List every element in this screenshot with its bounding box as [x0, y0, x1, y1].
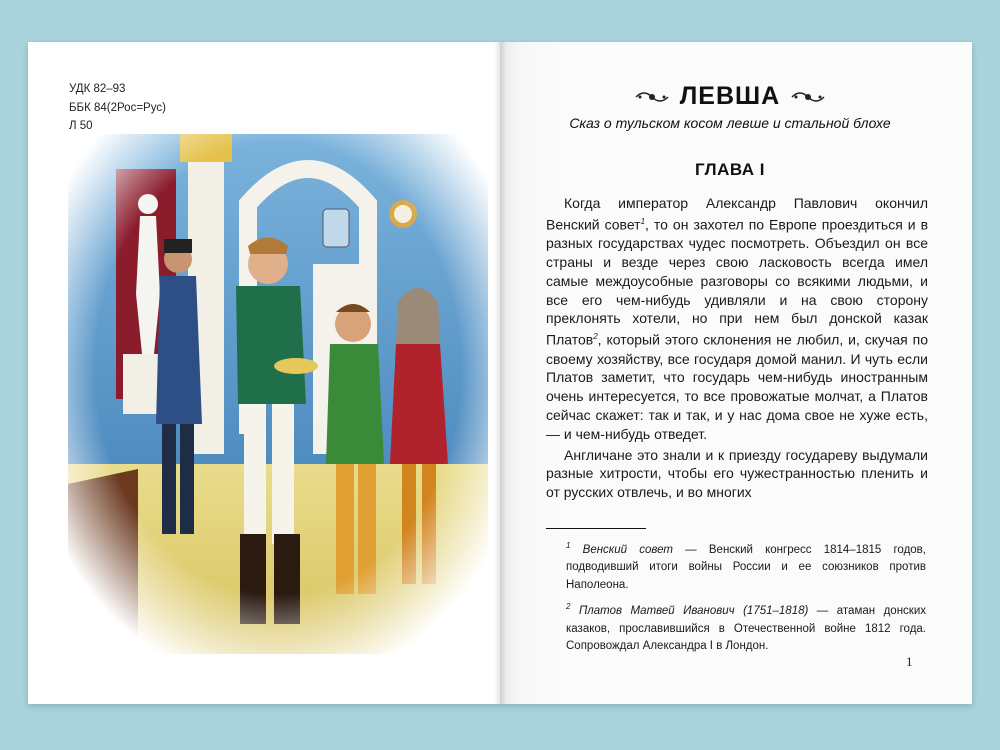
- udk-code: УДК 82–93: [69, 83, 126, 95]
- footnote: [566, 537, 926, 594]
- footnote-number: 1: [566, 541, 571, 550]
- footnote-text: — атаман донских казаков, прославившийся в Отечественной войне 1812 года. Сопровождал Александра I в Лондон.: [566, 605, 926, 653]
- open-book: [28, 42, 972, 704]
- story-title: ЛЕВША: [679, 82, 781, 110]
- footnote-term: Венский совет: [582, 543, 673, 556]
- paragraph-text: Когда император Александр Павлович окончил Венский совет: [546, 195, 928, 233]
- paragraph-text: , то он захотел по Европе проездиться и в разных государствах чудес посмотреть. Объездил он все страны и везде через свою ласковость всегда имел самые междоусобные разговоры со всякими людьми, и все его чем-нибудь удивляли и на свою сторону преклонять хотели, но при нем был донской казак Платов: [546, 216, 929, 348]
- footnote-ref: 1: [640, 216, 646, 226]
- bibliographic-info: [69, 80, 166, 136]
- left-ornament-icon: [634, 87, 670, 107]
- footnote-ref: 2: [593, 332, 598, 342]
- paragraph: [546, 194, 928, 444]
- footnote: [566, 598, 926, 655]
- book-spine: [494, 42, 506, 704]
- paragraph-text: , который этого склонения не любил, и, скучая по своему хозяйству, все государя домой манил. И чуть если Платов заметит, что государь чем-нибудь иностранным очень интересуется, то все провожатые молчат, а Платов сейчас скажет: так и так, и у нас дома свое не хуже есть, — и чем-нибудь отведет.: [546, 331, 928, 442]
- page-number: 1: [906, 654, 913, 669]
- footnotes: [566, 537, 926, 660]
- footnote-number: 2: [566, 602, 571, 612]
- paragraph: Англичане это знали и к приезду государеву выдумали разные хитрости, чтобы его чужестранностью пленить и от русских отвлечь, и во многих: [546, 446, 928, 501]
- story-illustration: [68, 134, 488, 654]
- footnote-term: Платов Матвей Иванович (1751–1818): [578, 605, 809, 618]
- body-text: [546, 194, 928, 502]
- left-page: [28, 42, 500, 704]
- title-block: [520, 82, 940, 131]
- bbk-code: ББК 84(2Рос=Рус): [69, 101, 166, 114]
- right-ornament-icon: [790, 87, 826, 107]
- story-subtitle: Сказ о тульском косом левше и стальной блохе: [569, 115, 891, 131]
- author-mark: Л 50: [69, 120, 93, 132]
- footnote-text: — Венский конгресс 1814–1815 годов, подводивший итоги войны России и ее союзников против Наполеона.: [566, 543, 926, 591]
- chapter-heading: ГЛАВА I: [694, 160, 766, 179]
- footnote-divider: [546, 528, 646, 529]
